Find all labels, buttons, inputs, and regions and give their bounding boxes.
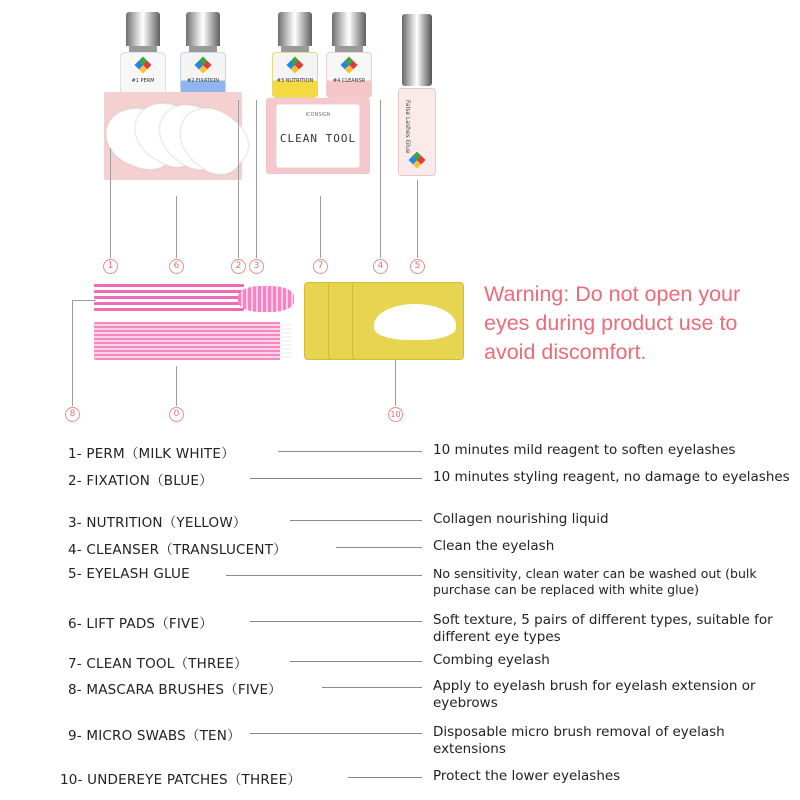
clean-tool-brand: ICONSIGN <box>305 112 331 118</box>
callout-number: 1 <box>103 259 118 274</box>
warning-text: Warning: Do not open your eyes during product use to avoid discomfort. <box>484 282 741 364</box>
callout-line <box>238 100 239 258</box>
micro-swab-tips <box>280 322 292 360</box>
bottle-label: #1 PERM <box>131 78 155 84</box>
item-name: 1- PERM（MILK WHITE） <box>68 446 235 462</box>
callout-line <box>417 180 418 258</box>
bottle-cap <box>186 12 220 46</box>
item-name: 7- CLEAN TOOL（THREE） <box>68 656 248 672</box>
callout-number: 2 <box>231 259 246 274</box>
brush-stick <box>94 308 244 311</box>
item-name: 9- MICRO SWABS（TEN） <box>68 728 241 744</box>
item-name: 8- MASCARA BRUSHES（FIVE） <box>68 682 282 698</box>
brush-stick <box>94 284 244 287</box>
brush-stick <box>94 302 244 305</box>
bottle-cap <box>126 12 160 46</box>
leader-line <box>250 733 422 734</box>
callout-number: 8 <box>65 407 80 422</box>
bottle-label: #2 FIXATION <box>187 78 219 84</box>
item-name: 6- LIFT PADS（FIVE） <box>68 616 213 632</box>
callout-line <box>320 196 321 258</box>
item-description: 10 minutes mild reagent to soften eyelashes <box>433 442 736 458</box>
leader-line <box>278 451 422 452</box>
item-description: Soft texture, 5 pairs of different types, suitable for different eye types <box>433 612 773 645</box>
brush-stick <box>94 290 244 293</box>
leader-line <box>226 575 422 576</box>
callout-line <box>176 196 177 258</box>
bottle-label: #4 CLEANSR <box>332 78 366 84</box>
item-description: No sensitivity, clean water can be washed out (bulk purchase can be replaced with white glue) <box>433 566 757 597</box>
item-name: 5- EYELASH GLUE <box>68 566 190 582</box>
item-description: Clean the eyelash <box>433 538 555 554</box>
callout-number: 0 <box>169 407 184 422</box>
item-name: 3- NUTRITION（YELLOW） <box>68 515 247 531</box>
item-name: 2- FIXATION（BLUE） <box>68 473 213 489</box>
clean-tool-title: CLEAN TOOL <box>279 132 357 145</box>
leader-line <box>322 687 422 688</box>
nutrition-bottle <box>272 12 318 98</box>
callout-number: 6 <box>169 259 184 274</box>
item-description: Collagen nourishing liquid <box>433 511 609 527</box>
glue-label: False Lashes Glue <box>404 100 411 154</box>
callout-line <box>176 366 177 406</box>
callout-line <box>72 300 73 406</box>
item-description: Combing eyelash <box>433 652 550 668</box>
perm-bottle <box>120 12 166 98</box>
glue-cap <box>402 14 432 86</box>
callout-number: 7 <box>313 259 328 274</box>
eyelash-glue-bottle <box>398 14 436 176</box>
leader-line <box>290 520 422 521</box>
micro-swabs <box>94 322 290 360</box>
item-description: Protect the lower eyelashes <box>433 768 621 784</box>
undereye-patch-gel <box>374 304 456 340</box>
callout-number: 5 <box>410 259 425 274</box>
leader-line <box>250 478 422 479</box>
item-name: 4- CLEANSER（TRANSLUCENT） <box>68 542 287 558</box>
leader-line <box>336 547 422 548</box>
mascara-brush-head <box>238 286 294 312</box>
bottle-cap <box>332 12 366 46</box>
callout-number: 3 <box>249 259 264 274</box>
callout-line <box>72 300 96 301</box>
callout-line <box>380 100 381 258</box>
bottle-label: #3 NUTRITION <box>276 78 314 84</box>
item-name: 10- UNDEREYE PATCHES（THREE） <box>60 772 302 788</box>
callout-line <box>110 148 111 258</box>
callout-number: 10 <box>388 407 403 422</box>
item-description: 10 minutes styling reagent, no damage to eyelashes <box>433 469 790 485</box>
fixation-bottle <box>180 12 226 98</box>
bottle-cap <box>278 12 312 46</box>
leader-line <box>250 621 422 622</box>
item-description: Apply to eyelash brush for eyelash extension or eyebrows <box>433 678 756 711</box>
cleanser-bottle <box>326 12 372 98</box>
brush-stick <box>94 296 244 299</box>
item-description: Disposable micro brush removal of eyelash extensions <box>433 724 725 757</box>
callout-line <box>395 360 396 406</box>
callout-line <box>256 100 257 258</box>
leader-line <box>290 661 422 662</box>
leader-line <box>348 777 422 778</box>
callout-number: 4 <box>373 259 388 274</box>
